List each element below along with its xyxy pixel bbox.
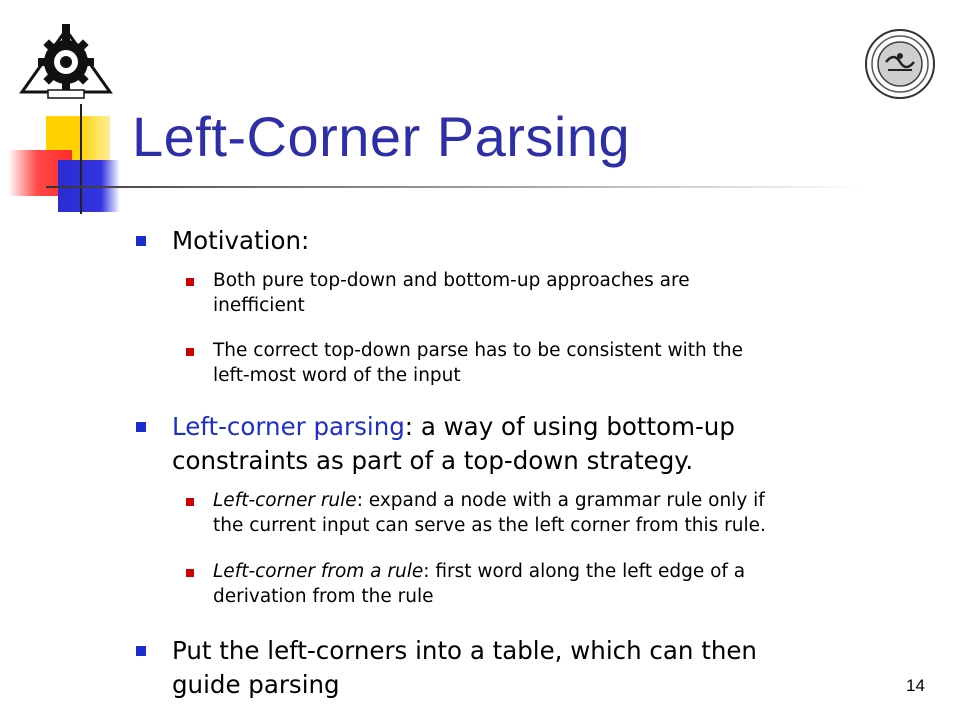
page-number: 14 bbox=[906, 676, 925, 695]
highlight-term: Left-corner parsing bbox=[172, 412, 405, 441]
sub-bullet-text: Both pure top-down and bottom-up approaches are inefficient bbox=[213, 270, 690, 316]
bullet-table: Put the left-corners into a table, which can then guide parsing bbox=[172, 636, 757, 699]
sub-bullet-text: The correct top-down parse has to be consistent with the left-most word of the input bbox=[213, 340, 743, 386]
sub-bullet-text: Left-corner rule: expand a node with a grammar rule only if the current input can serve as the left corner from this rule. bbox=[213, 490, 766, 536]
title-underline bbox=[46, 186, 866, 188]
bullet-marker bbox=[136, 236, 146, 246]
bullet-motivation: Motivation: bbox=[172, 226, 310, 255]
round-seal-logo-icon bbox=[864, 28, 936, 100]
sub-bullet-marker bbox=[186, 348, 194, 356]
decor-vertical-line bbox=[80, 104, 82, 214]
bullet-left-corner-parsing: Left-corner parsing: a way of using bottom-up constraints as part of a top-down strategy. bbox=[172, 412, 735, 475]
sub-bullet-marker bbox=[186, 569, 194, 577]
sub-bullet-marker bbox=[186, 278, 194, 286]
bullet-marker bbox=[136, 646, 146, 656]
sub-bullet-text: Left-corner from a rule: first word along the left edge of a derivation from the rule bbox=[213, 561, 746, 607]
slide-title: Left-Corner Parsing bbox=[132, 105, 631, 168]
sub-bullet-marker bbox=[186, 498, 194, 506]
gear-university-logo-icon bbox=[18, 22, 114, 100]
bullet-marker bbox=[136, 422, 146, 432]
